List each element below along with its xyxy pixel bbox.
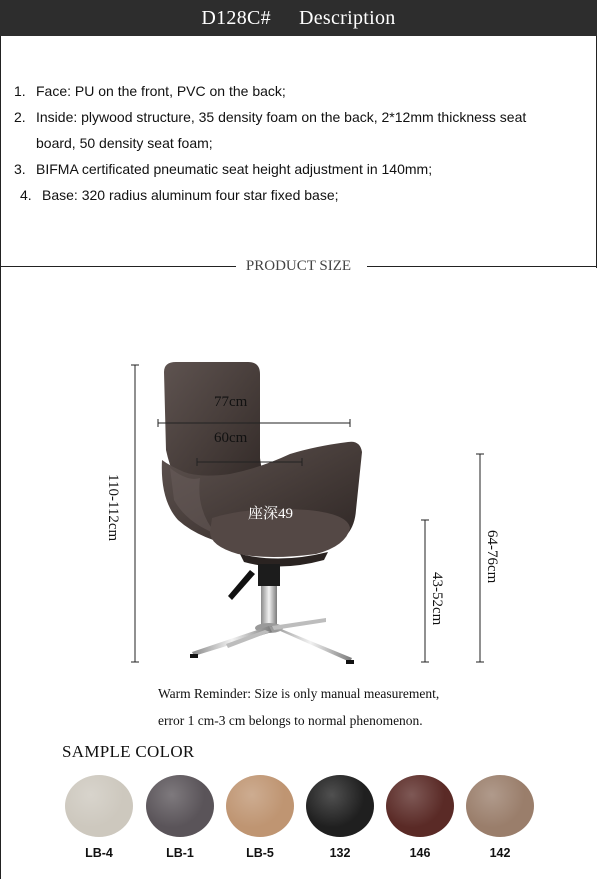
- item-number: [14, 130, 36, 156]
- item-number: 2.: [14, 109, 26, 125]
- chair-gas-cylinder: [261, 586, 277, 626]
- swatch-label: LB-5: [246, 846, 274, 860]
- swatch-lb-5: [226, 775, 294, 837]
- item-number: 3.: [14, 161, 26, 177]
- description-item: [14, 104, 594, 130]
- item-number: 1.: [14, 83, 26, 99]
- item-text: Face: PU on the front, PVC on the back;: [36, 83, 286, 99]
- sample-color-title: SAMPLE COLOR: [62, 742, 195, 761]
- header-title: Description: [298, 6, 396, 29]
- chair-column-cover: [258, 564, 280, 586]
- description-item: [14, 130, 594, 156]
- item-text: board, 50 density seat foam;: [36, 135, 213, 151]
- warm-reminder: [158, 680, 578, 734]
- description-item: [14, 182, 594, 208]
- swatch-146: [386, 775, 454, 837]
- swatch-label: LB-4: [85, 846, 113, 860]
- reminder-line-1: Warm Reminder: Size is only manual measurement,: [158, 686, 440, 701]
- swatch-lb-4: [65, 775, 133, 837]
- item-text: Inside: plywood structure, 35 density foam on the back, 2*12mm thickness seat: [36, 109, 527, 125]
- seat-height-label: 43-52cm: [429, 572, 445, 626]
- total-height-dimension: [131, 365, 139, 662]
- description-item: [14, 78, 594, 104]
- swatch-label: 142: [489, 846, 511, 860]
- swatch-label: LB-1: [166, 846, 194, 860]
- product-size-title: PRODUCT SIZE: [245, 258, 352, 274]
- total-height-label: 110-112cm: [105, 474, 121, 542]
- arm-height-label: 64-76cm: [484, 530, 500, 584]
- model-number: D128C#: [201, 6, 271, 29]
- product-size-divider: [0, 258, 597, 274]
- width-label: 77cm: [214, 394, 248, 410]
- swatch-132: [306, 775, 374, 837]
- swatch-142: [466, 775, 534, 837]
- item-text: Base: 320 radius aluminum four star fixed base;: [42, 187, 339, 203]
- swatch-label: 132: [329, 846, 351, 860]
- header-bar: [0, 0, 597, 36]
- swatch-lb-1: [146, 775, 214, 837]
- swatch-label: 146: [409, 846, 431, 860]
- description-list: [14, 78, 594, 208]
- chair-illustration: [100, 350, 520, 680]
- item-text: BIFMA certificated pneumatic seat height adjustment in 140mm;: [36, 161, 433, 177]
- item-number: 4.: [20, 187, 32, 203]
- seat-depth-label: 座深49: [248, 506, 294, 522]
- seat-width-label: 60cm: [214, 430, 248, 446]
- reminder-line-2: error 1 cm-3 cm belongs to normal phenomenon.: [158, 713, 423, 728]
- gas-lever: [228, 570, 255, 600]
- frame-left-border: [0, 36, 1, 879]
- description-item: [14, 156, 594, 182]
